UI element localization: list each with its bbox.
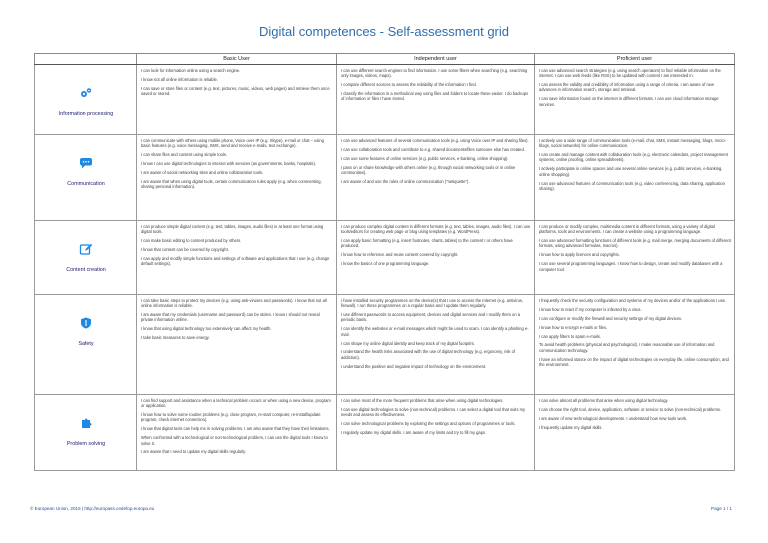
descriptor-statement: I can choose the right tool, device, application, software or service to solve (non-technical) problems. xyxy=(539,406,722,412)
basic-user-cell xyxy=(137,135,337,221)
header-independent-user: Independent user xyxy=(337,54,535,65)
independent-user-cell xyxy=(337,65,535,135)
descriptor-statement: I can produce or modify complex, multimedia content in different formats, using a variety of digital platforms, tools and environments. I can create a website using a programming language. xyxy=(539,224,715,235)
descriptor-statement: I am aware that when using digital tools, certain communication rules apply (e.g. when commenting, sharing personal information). xyxy=(141,178,322,190)
descriptor-statement: I understand the health risks associated with the use of digital technology (e.g. ergonomy, risk of addiction). xyxy=(341,349,516,360)
descriptor-statement: I have installed security programmes on the device(s) that I use to access the Internet (e.g. antivirus, firewall). I run these programmes on a regular basis and I update them regularly. xyxy=(341,298,524,309)
descriptor-statement: I can make basic editing to content produced by others. xyxy=(141,238,242,244)
descriptor-statement: I have an informed stance on the impact of digital technologies on everyday life, online consumption, and the environment. xyxy=(539,356,729,367)
descriptor-statement: I use different passwords to access equipment, devices and digital services and I modify them on a periodic basis. xyxy=(341,312,521,323)
descriptor-statement: I frequently update my digital skills. xyxy=(539,424,603,430)
descriptor-statement: I am aware of social networking sites and online collaboration tools. xyxy=(141,169,264,175)
proficient-user-cell xyxy=(535,295,735,395)
descriptor-statement: I know not all online information is reliable. xyxy=(141,76,218,82)
descriptor-statement: I am aware that I need to update my digital skills regularly. xyxy=(141,449,247,455)
descriptor-statement: I can apply filters to spam e-mails. xyxy=(539,333,601,339)
footer-copyright: © European Union, 2015 | http://europass.cedefop.europa.eu xyxy=(30,506,155,511)
basic-user-cell xyxy=(137,65,337,135)
competence-area-cell xyxy=(35,221,137,295)
descriptor-statement: I actively use a wide range of communication tools (e-mail, chat, SMS, instant messaging, blogs, micro-blogs, social networks) for online communication. xyxy=(539,138,727,149)
competence-area-label: Problem solving xyxy=(66,441,106,448)
descriptor-statement: I can produce complex digital content in different formats (e.g. text, tables, images, audio files). I can use tools/editors for creating web page or blog using templates (e.g. WordPress). xyxy=(341,224,531,235)
descriptor-statement: I can use several programming languages. I know how to design, create and modify databases with a computer tool. xyxy=(539,261,723,272)
descriptor-statement: I know the basics of one programming language. xyxy=(341,261,430,267)
competence-area-label: Safety xyxy=(78,341,94,348)
descriptor-statement: I can communicate with others using mobile phone, Voice over IP (e.g. Skype), e-mail or chat – using basic features (e.g. voice messaging, SMS, send and receive e-mails, text exchange). xyxy=(141,138,324,149)
descriptor-statement: I am aware of and use the rules of online communication ("netiquette"). xyxy=(341,178,470,184)
descriptor-statement: I can solve technological problems by exploring the settings and options of programmes or tools. xyxy=(341,421,516,427)
descriptor-statement: I can configure or modify the firewall and security settings of my digital devices. xyxy=(539,315,683,321)
descriptor-statement: I can produce simple digital content (e.g. text, tables, images, audio files) in at least one format using digital tools. xyxy=(141,224,324,235)
self-assessment-grid xyxy=(34,53,735,471)
descriptor-statement: I understand the positive and negative impact of technology on the environment. xyxy=(341,363,487,369)
shield-icon xyxy=(39,317,133,330)
descriptor-statement: I can use advanced search strategies (e.g. using search operators) to find reliable information on the internet. I can use web feeds (like RSS) to be updated with content I am interested in. xyxy=(539,68,721,79)
descriptor-statement: I know how to react if my computer is infected by a virus. xyxy=(539,306,642,312)
proficient-user-cell xyxy=(535,135,735,221)
competence-area-cell xyxy=(35,135,137,221)
competence-area-label: Content creation xyxy=(66,267,106,274)
descriptor-statement: I know I can use digital technologies to interact with services (as governments, banks, hospitals). xyxy=(141,161,316,167)
descriptor-statement: I know that content can be covered by copyright. xyxy=(141,247,229,253)
grid-row xyxy=(35,135,735,221)
descriptor-statement: I can use some features of online services (e.g. public services, e-banking, online shopping). xyxy=(341,155,509,161)
descriptor-statement: I can use advanced formatting functions of different tools (e.g. mail merge, merging documents of different formats, using advanced formulas, macros). xyxy=(539,238,731,249)
pencil-edit-icon xyxy=(39,243,133,256)
descriptor-statement: I can apply and modify simple functions and settings of software and applications that I use (e.g. change default settings). xyxy=(141,255,330,267)
proficient-user-cell xyxy=(535,395,735,471)
descriptor-statement: I know that using digital technology too extensively can affect my health. xyxy=(141,326,272,332)
grid-row xyxy=(35,221,735,295)
descriptor-statement: I know how to solve some routine problems (e.g. close program, re-start computer, re-install/update program, check internet connection). xyxy=(141,412,321,423)
descriptor-statement: I can shape my online digital identity and keep track of my digital footprint. xyxy=(341,340,475,346)
descriptor-statement: I can look for information online using a search engine. xyxy=(141,68,241,73)
page-title: Digital competences - Self-assessment grid xyxy=(259,24,509,39)
descriptor-statement: I know that digital tools can help me in solving problems. I am also aware that they have their limitations. xyxy=(141,426,330,432)
header-proficient-user: Proficient user xyxy=(535,54,735,65)
speech-bubble-icon xyxy=(39,157,133,170)
header-area xyxy=(35,54,137,65)
descriptor-statement: I can apply basic formatting (e.g. insert footnotes, charts, tables) to the content I or others have produced. xyxy=(341,238,513,249)
proficient-user-cell xyxy=(535,221,735,295)
descriptor-statement: When confronted with a technological or non-technological problem, I can use the digital tools I know to solve it. xyxy=(141,435,328,446)
competence-area-cell xyxy=(35,395,137,471)
descriptor-statement: I can assess the validity and credibility of information using a range of criteria. I am aware of new advances in information search, storage and retrieval. xyxy=(539,82,714,93)
basic-user-cell xyxy=(137,395,337,471)
descriptor-statement: I can solve most of the more frequent problems that arise when using digital technologies. xyxy=(341,398,504,403)
descriptor-statement: I can create and manage content with collaboration tools (e.g. electronic calendars, project management systems, online proofing, online spreadsheets). xyxy=(539,152,728,163)
descriptor-statement: To avoid health problems (physical and psychological), I make reasonable use of information and communication technology. xyxy=(539,342,715,353)
descriptor-statement: I know how to encrypt e-mails or files. xyxy=(539,324,608,330)
descriptor-statement: I pass on or share knowledge with others online (e.g. through social networking tools or in online communities). xyxy=(341,164,516,175)
header-row xyxy=(35,54,735,65)
competence-area-cell xyxy=(35,295,137,395)
header-basic-user: Basic User xyxy=(137,54,337,65)
independent-user-cell xyxy=(337,135,535,221)
basic-user-cell xyxy=(137,221,337,295)
descriptor-statement: I can identify the websites or e-mail messages which might be used to scam. I can identify a phishing e-mail. xyxy=(341,326,529,337)
descriptor-statement: I can save or store files or content (e.g. text, pictures, music, videos, web pages) and retrieve them once saved or stored. xyxy=(141,85,330,97)
gears-icon xyxy=(39,87,133,100)
descriptor-statement: I can use advanced features of several communication tools (e.g. using Voice over IP and sharing files). xyxy=(341,138,529,143)
descriptor-statement: I frequently check the security configuration and systems of my devices and/or of the applications I use. xyxy=(539,298,727,303)
grid-row xyxy=(35,395,735,471)
descriptor-statement: I can take basic steps to protect my devices (e.g. using anti-viruses and passwords). I know that not all online information is reliable. xyxy=(141,298,327,309)
basic-user-cell xyxy=(137,295,337,395)
competence-area-label: Communication xyxy=(67,181,105,188)
grid-row xyxy=(35,65,735,135)
descriptor-statement: I can use advanced features of communication tools (e.g. video conferencing, data sharing, application sharing). xyxy=(539,180,725,191)
descriptor-statement: I take basic measures to save energy. xyxy=(141,335,210,341)
descriptor-statement: I can share files and content using simple tools. xyxy=(141,152,228,158)
competence-area-cell xyxy=(35,65,137,135)
descriptor-statement: I can use collaboration tools and contribute to e.g. shared documents/files someone else has created. xyxy=(341,146,525,152)
descriptor-statement: I am aware of new technological developments. I understand how new tools work. xyxy=(539,415,688,421)
descriptor-statement: I can solve almost all problems that arise when using digital technology. xyxy=(539,398,669,403)
grid-row xyxy=(35,295,735,395)
descriptor-statement: I classify the information in a methodical way using files and folders to locate these easier. I do backups of information or files I have stored. xyxy=(341,91,529,102)
descriptor-statement: I compare different sources to assess the reliability of the information I find. xyxy=(341,82,477,88)
descriptor-statement: I can save information found on the internet in different formats. I can use cloud information storage services. xyxy=(539,96,719,107)
competence-area-label: Information processing xyxy=(58,111,114,118)
descriptor-statement: I know how to apply licences and copyrights. xyxy=(539,252,620,258)
independent-user-cell xyxy=(337,221,535,295)
independent-user-cell xyxy=(337,295,535,395)
descriptor-statement: I actively participate in online spaces and use several online services (e.g. public services, e-banking, online shopping). xyxy=(539,166,723,177)
independent-user-cell xyxy=(337,395,535,471)
descriptor-statement: I know how to reference and reuse content covered by copyright. xyxy=(341,252,459,258)
descriptor-statement: I can use digital technologies to solve (non-technical) problems. I can select a digital tool that suits my needs and assess its effectiveness. xyxy=(341,406,526,418)
proficient-user-cell xyxy=(535,65,735,135)
descriptor-statement: I can find support and assistance when a technical problem occurs or when using a new device, program or application. xyxy=(141,398,331,409)
descriptor-statement: I regularly update my digital skills. I am aware of my limits and try to fill my gaps. xyxy=(341,429,487,435)
descriptor-statement: I can use different search engines to find information. I use some filters when searching (e.g. searching only images, videos, maps). xyxy=(341,68,528,79)
footer-page-number: Page 1 / 1 xyxy=(711,506,732,511)
descriptor-statement: I am aware that my credentials (username and password) can be stolen. I know I should not reveal private information online. xyxy=(141,312,320,323)
puzzle-piece-icon xyxy=(39,417,133,430)
